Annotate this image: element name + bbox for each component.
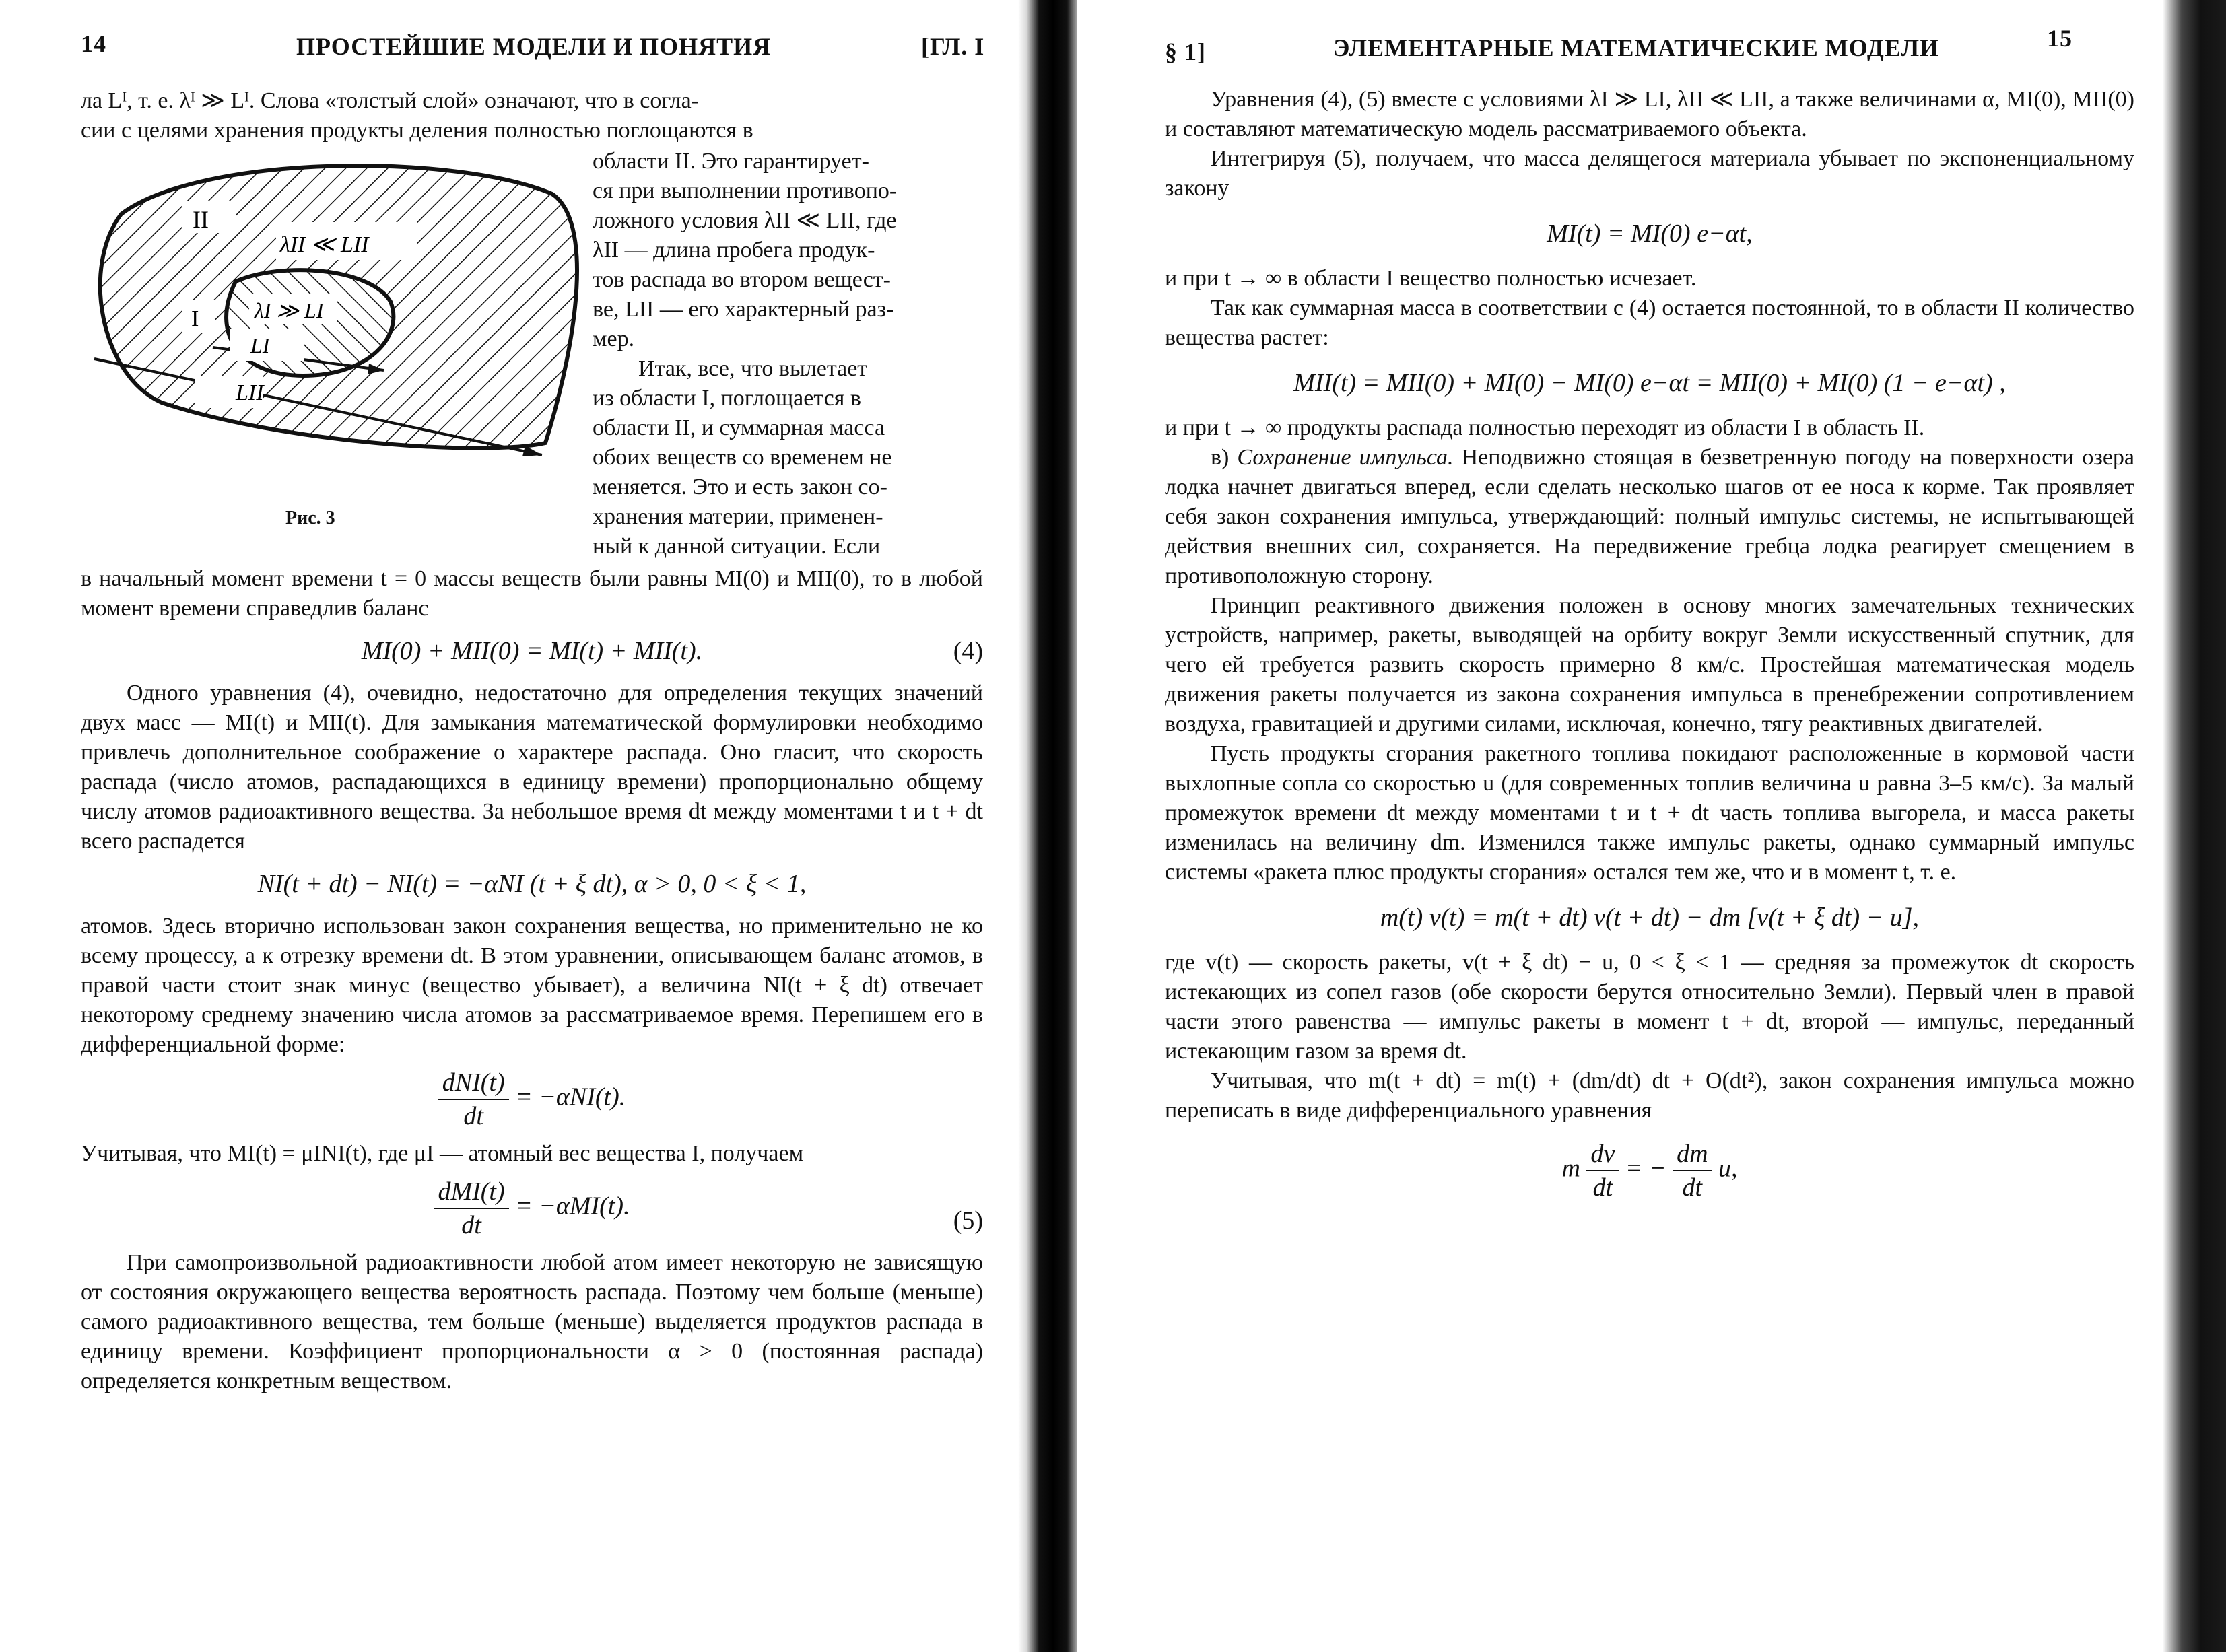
equation-5-number: (5) (953, 1206, 983, 1235)
equation-momentum: m(t) v(t) = m(t + dt) v(t + dt) − dm [v(t + ξ dt) − u], (1380, 903, 1920, 932)
right-para-9: где v(t) — скорость ракеты, v(t + ξ dt) − u, 0 < ξ < 1 — средняя за промежуток dt скорость истекающих из сопел газов (обе скорости берутся относительно Земли). Первый член в правой части этого равенства — импульс ракеты в момент t + dt, второй — импульс, переданный истекающим газом за время dt. (1165, 950, 2134, 1064)
figure-caption: Рис. 3 (285, 508, 335, 528)
equation-rocket-num-2: dm (1673, 1138, 1712, 1171)
left-para-5: При самопроизвольной радиоактивности любой атом имеет некоторую не зависящую от состояния окружающего вещества вероятность распада. Поэтому чем больше (меньше) самого радиоактивного вещества, тем больше (меньше) выделяется продуктов распада в единицу времени. Коэффициент пропорциональности α > 0 (постоянная распада) определяется конкретным веществом. (81, 1250, 983, 1393)
left-para-3: атомов. Здесь вторично использован закон сохранения вещества, но применительно не ко всему процессу, а к отрезку времени dt. В этом уравнении, описывающем баланс атомов, в правой части стоит знак минус (вещество убывает), а величина NI(t + ξ dt) отвечает некоторому среднему значению числа атомов за рассматриваемое время. Перепишем его в дифференциальной форме: (81, 914, 983, 1057)
equation-5 (81, 1175, 983, 1241)
equation-rocket-den-2: dt (1682, 1173, 1703, 1202)
right-main-text (1165, 85, 2134, 1216)
equation-4-body: MI(0) + MII(0) = MI(t) + MII(t). (361, 637, 703, 665)
fig-label-inner-condition: λI ≫ LI (255, 298, 324, 322)
fig-label-region-II: II (193, 206, 209, 233)
right-para-3: и при t → ∞ в области I вещество полностью исчезает. (1165, 266, 1697, 291)
left-chapter-label: [ГЛ. I (921, 33, 985, 60)
equation-dn-denominator: dt (463, 1102, 483, 1130)
right-page (1077, 0, 2168, 1652)
equation-atoms: NI(t + dt) − NI(t) = −αNI (t + ξ dt), α > 0, 0 < ξ < 1, (257, 870, 807, 898)
left-para-2: Одного уравнения (4), очевидно, недостаточно для определения текущих значений двух масс — MI(t) и MII(t). Для замыкания математической формулировки необходимо привлечь дополнительное соображение о характере распада. Оно гласит, что скорость распада (число атомов, распадающихся в единицу времени) пропорционально общему числу атомов радиоактивного вещества. За небольшое время dt между моментами t и t + dt всего распадется (81, 681, 983, 854)
right-para-10: Учитывая, что m(t + dt) = m(t) + (dm/dt) dt + O(dt²), закон сохранения импульса можно переписать в виде дифференциального уравнения (1165, 1068, 2134, 1123)
right-para-4: Так как суммарная масса в соответствии с (4) остается постоянной, то в области II количество вещества растет: (1165, 296, 2134, 350)
equation-growth: MII(t) = MII(0) + MI(0) − MI(0) e−αt = MII(0) + MI(0) (1 − e−αt) , (1293, 369, 2006, 397)
equation-4-number: (4) (953, 637, 983, 665)
left-top-lines (81, 86, 983, 145)
equation-5-fraction (434, 1175, 508, 1241)
book-outer-edge (2163, 0, 2226, 1652)
fig-label-outer-length: LII (236, 380, 264, 405)
wrap-line: тов распада во втором вещест- (593, 267, 891, 292)
equation-dn-fraction (438, 1066, 509, 1132)
right-para-8: Пусть продукты сгорания ракетного топлива покидают расположенные в кормовой части выхлопные сопла со скоростью u (для современных топлив величина u равна 3–5 км/с). За малый промежуток времени dt между моментами t и t + dt часть топлива выгорела, и масса ракеты изменилась на величину dm. Изменился также импульс ракеты, однако суммарный импульс системы «ракета плюс продукты сгорания» остался тем же, что и в момент t, т. е. (1165, 741, 2134, 885)
right-para-6 (1165, 443, 2134, 591)
right-section-label: § 1] (1165, 38, 1206, 65)
wrap-line: ный к данной ситуации. Если (593, 534, 881, 559)
figure-3-diagram (81, 160, 593, 463)
wrap-line: Итак, все, что вылетает (638, 356, 868, 381)
right-para-7: Принцип реактивного движения положен в основу многих замечательных технических устройств, например, ракеты, выводящей на орбиту вокруг Земли искусственный спутник, для чего ей требуется развить скорость примерно 8 км/с. Простейшая математическая модель движения ракеты получается из закона сохранения импульса в пренебрежении сопротивлением воздуха, гравитацией и другими силами, исключая, конечно, тягу реактивных двигателей. (1165, 593, 2134, 736)
left-main-text (81, 564, 983, 1396)
right-running-title: ЭЛЕМЕНТАРНЫЕ МАТЕМАТИЧЕСКИЕ МОДЕЛИ (1333, 34, 1940, 61)
fig-label-inner-length: LI (250, 333, 270, 357)
right-para-5: и при t → ∞ продукты распада полностью переходят из области I в область II. (1165, 415, 1925, 440)
equation-rocket-fraction-1 (1586, 1138, 1619, 1204)
equation-exp: MI(t) = MI(0) e−αt, (1547, 219, 1753, 248)
wrap-line: области II, и суммарная масса (593, 415, 885, 440)
equation-5-numerator: dMI(t) (434, 1175, 508, 1209)
left-top-line-2: сии с целями хранения продукты деления полностью поглощаются в (81, 118, 753, 143)
wrap-line: области II. Это гарантирует- (593, 149, 869, 174)
right-para-1: Уравнения (4), (5) вместе с условиями λI ≫ LI, λII ≪ LII, а также величинами α, MI(0), MII(0) и составляют математическую модель рассматриваемого объекта. (1165, 87, 2134, 141)
para-6-body: Неподвижно стоящая в безветренную погоду на поверхности озера лодка начнет двигаться вперед, если сделать несколько шагов от ее носа к корме. Так проявляет себя закон сохранения импульса, утверждающий: полный импульс системы, не испытывающей действия внешних сил, сохраняется. На передвижение гребца лодка реагирует смещением в противоположную сторону. (1165, 445, 2135, 588)
left-para-1: в начальный момент времени t = 0 массы веществ были равны MI(0) и MII(0), то в любой момент времени справедлив баланс (81, 566, 983, 621)
equation-5-denominator: dt (461, 1211, 481, 1239)
left-page-number: 14 (81, 30, 106, 57)
equation-rocket-den-1: dt (1592, 1173, 1613, 1202)
fig-label-region-I: I (191, 306, 199, 331)
right-page-number: 15 (2047, 25, 2072, 52)
right-para-2: Интегрируя (5), получаем, что масса делящегося материала убывает по экспоненциальному закону (1165, 146, 2134, 201)
equation-rocket-num-1: dv (1586, 1138, 1619, 1171)
wrap-line: ся при выполнении противопо- (593, 178, 898, 203)
equation-rocket-tail: u, (1718, 1154, 1738, 1183)
equation-rocket (1165, 1138, 2134, 1204)
wrap-line: хранения материи, применен- (593, 504, 883, 529)
left-page (0, 0, 1030, 1652)
wrap-line: из области I, поглощается в (593, 386, 861, 411)
equation-dn-rhs: = −αNI(t). (515, 1082, 626, 1111)
section-heading-momentum: Сохранение импульса. (1237, 445, 1454, 470)
wrap-line: ве, LII — его характерный раз- (593, 297, 894, 322)
wrap-line: ложного условия λII ≪ LII, где (593, 208, 897, 233)
para-6-lead: в) (1211, 445, 1238, 470)
fig-label-outer-condition: λII ≪ LII (280, 232, 369, 257)
left-running-title: ПРОСТЕЙШИЕ МОДЕЛИ И ПОНЯТИЯ (296, 33, 772, 60)
equation-dn-numerator: dNI(t) (438, 1066, 509, 1100)
equation-rocket-fraction-2 (1673, 1138, 1712, 1204)
wrap-line: меняется. Это и есть закон со- (593, 475, 887, 500)
figure-wrap-text (593, 147, 983, 561)
wrap-line: обоих веществ со временем не (593, 445, 892, 470)
wrap-line: мер. (593, 326, 635, 351)
left-top-line-1: ла Lᴵ, т. е. λᴵ ≫ Lᴵ. Слова «толстый слой» означают, что в согла- (81, 88, 699, 113)
wrap-line: λII — длина пробега продук- (593, 238, 875, 263)
equation-rocket-mid: = − (1625, 1154, 1666, 1183)
left-para-4: Учитывая, что MI(t) = μINI(t), где μI — атомный вес вещества I, получаем (81, 1141, 804, 1166)
equation-dn (81, 1066, 983, 1132)
equation-4 (81, 633, 983, 669)
equation-5-rhs: = −αMI(t). (515, 1192, 630, 1220)
equation-rocket-m: m (1561, 1154, 1580, 1183)
